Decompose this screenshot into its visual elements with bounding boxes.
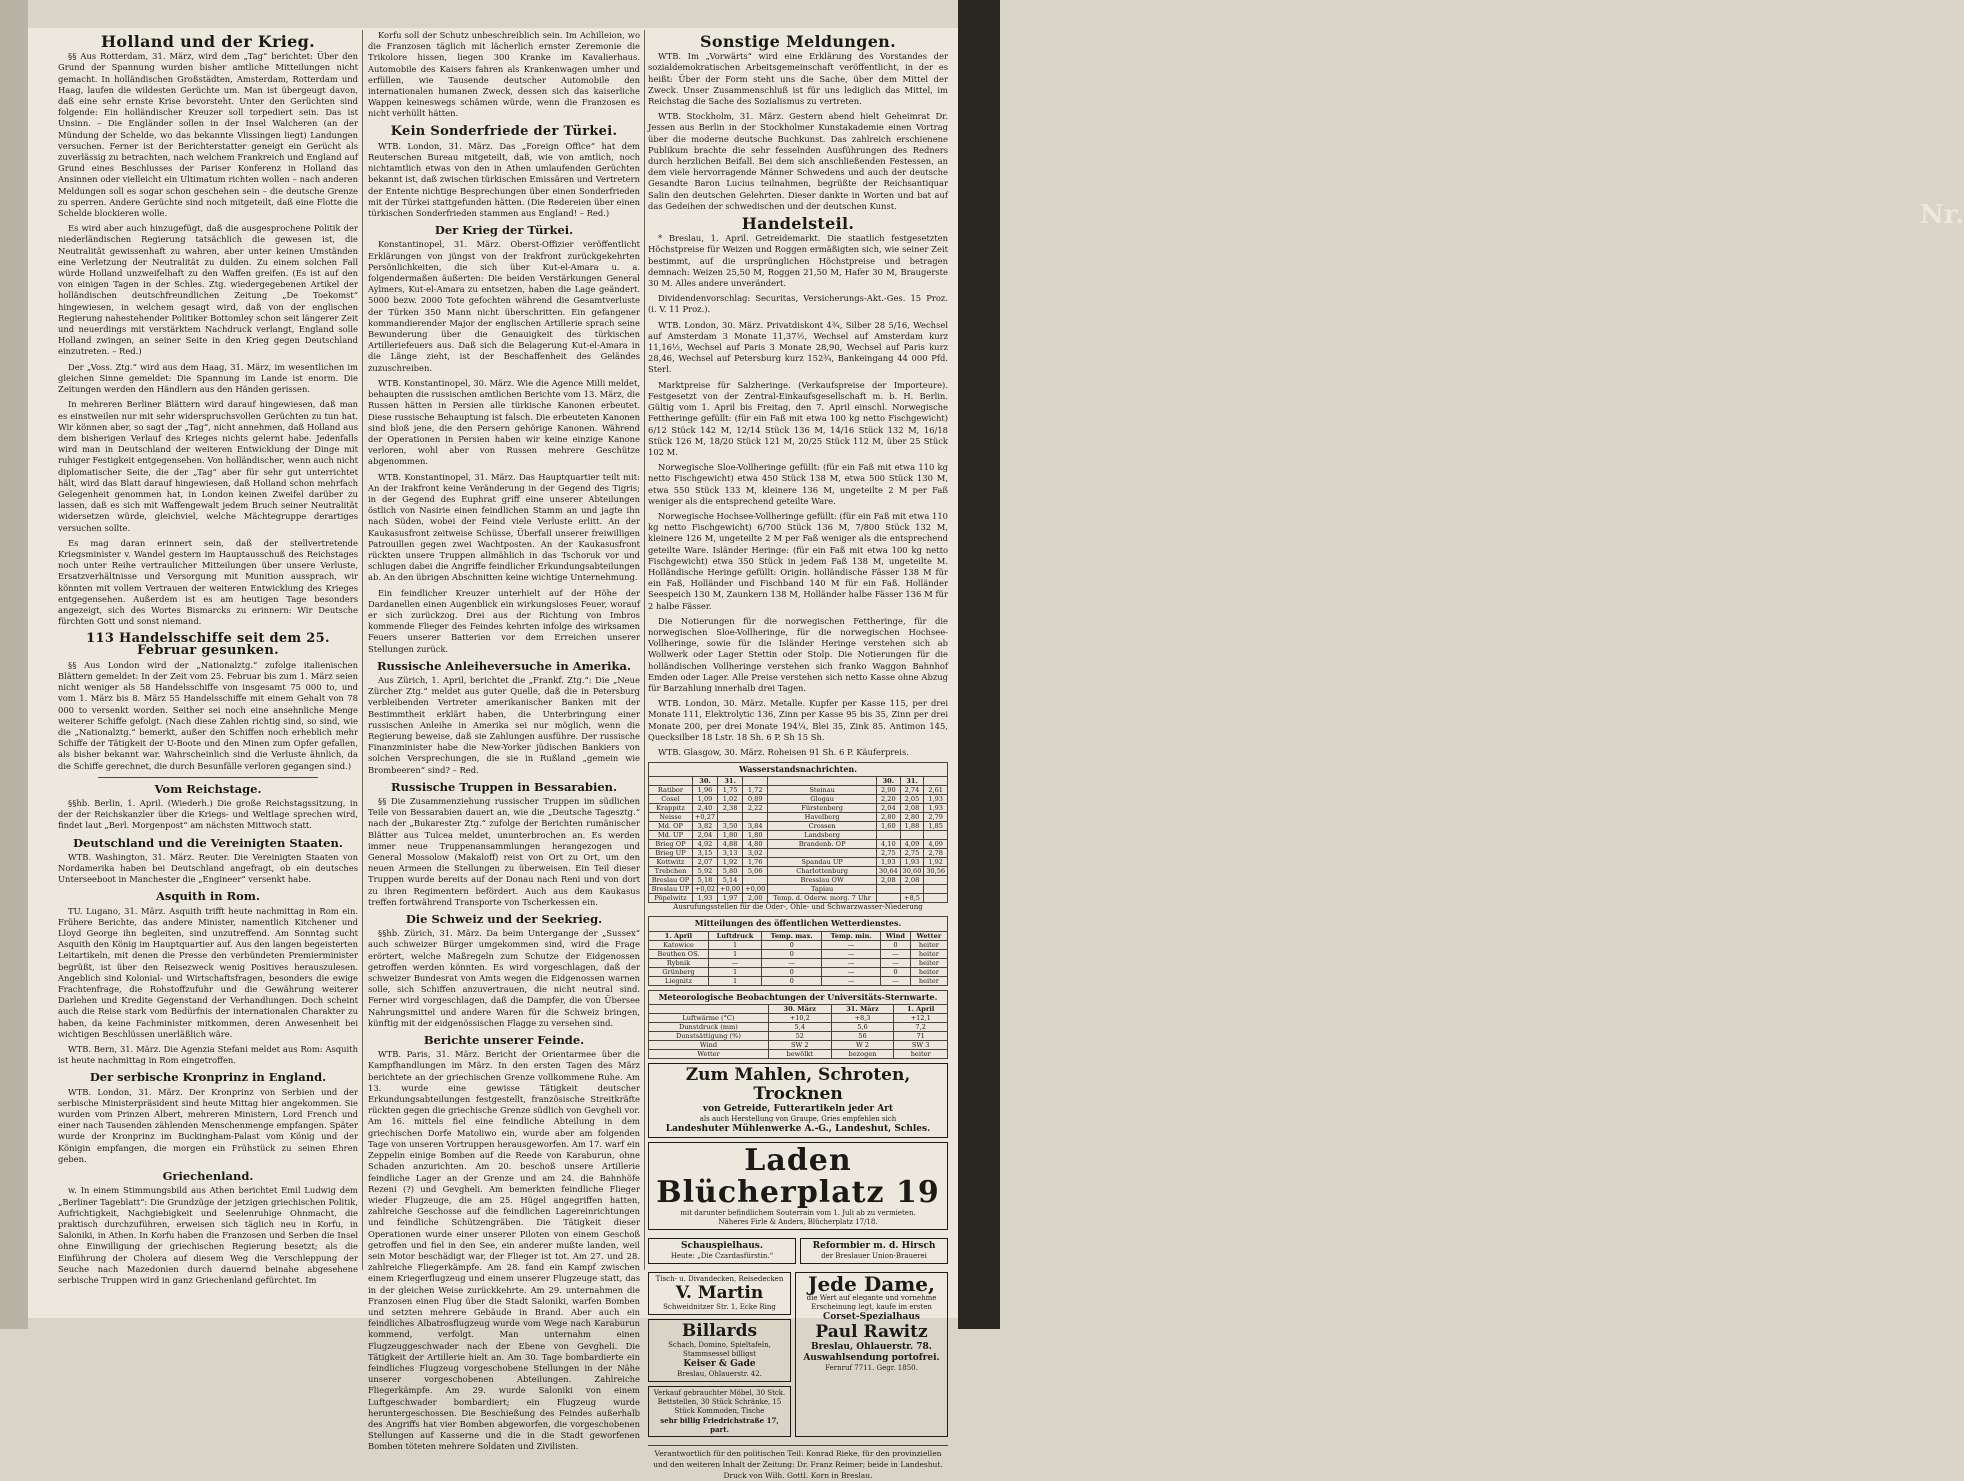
article-paragraph: Es wird aber auch hinzugefügt, daß die ausgesprochene Politik der niederländischen Regierung tatsächlich die gewesen ist, die Neutralität gewissenhaft zu wahren, aber unter keinen Umständen eine Verletzung der Neutralität zu dulden. Zu einem solchen Fall würde Holland unzweifelhaft zu den Waffen greifen. (Es ist auf den von einigen Tagen in der Schles. Ztg. wiedergegebenen Artikel der holländischen deutschfreundlichen Zeitung „De Toekomst“ hingewiesen, in welchem gesagt wird, daß von der englischen Regierung nahestehender Politiker Bottomley schon seit längerer Zeit und neuerdings mit verstärktem Nachdruck verlangt, England solle Holland zwingen, an seiner Seite in den Krieg gegen Deutschland einzutreten. – Red.) bbox=[58, 223, 358, 357]
article-paragraph: WTB. Bern, 31. März. Die Agenzia Stefani meldet aus Rom: Asquith ist heute nachmittag in Rom eingetroffen. bbox=[58, 1044, 358, 1066]
meteo-table-cell: +10,2 bbox=[768, 1013, 831, 1022]
headline-reichstag: Vom Reichstage. bbox=[154, 781, 262, 796]
water-table-cell: 1,96 bbox=[692, 786, 717, 795]
article-paragraph: Korfu soll der Schutz unbeschreiblich sein. Im Achilleion, wo die Franzosen täglich mit lächerlich ernster Zeremonie die Trikolore hissen, liegen 300 Kranke im Kavalierhaus. Automobile des Kaisers fahren als Krankenwagen umher und erfüllen, wie Tausende deutscher Automobile den internationalen humanen Zweck, dessen sich das kaiserliche Wappen keineswegs schämen würde, wenn die Franzosen es nicht verhüllt hätten. bbox=[368, 30, 640, 119]
adjacent-page-heading: Nr. bbox=[1920, 200, 1964, 230]
ad-schauspielhaus bbox=[648, 1238, 796, 1264]
water-note: Ausrufungsstellen für die Oder-, Ohle- und Schwarzwasser-Niederung bbox=[673, 903, 923, 912]
water-table-cell: 1,80 bbox=[718, 831, 743, 840]
water-table-cell: Md. UP bbox=[649, 831, 693, 840]
water-table-cell: 1,72 bbox=[743, 786, 768, 795]
water-table-cell: 1,85 bbox=[924, 822, 948, 831]
water-table-row bbox=[649, 813, 948, 822]
water-table-cell: 1,88 bbox=[900, 822, 924, 831]
weather-table-cell: 0 bbox=[762, 976, 822, 985]
article-paragraph: Der „Voss. Ztg.“ wird aus dem Haag, 31. März, im wesentlichen im gleichen Sinne gemeldet: Die Spannung im Lande ist enorm. Die Zeitungen werden den Händlern aus den Händen gerissen. bbox=[58, 361, 358, 395]
water-table-row bbox=[649, 831, 948, 840]
water-table-cell bbox=[718, 813, 743, 822]
ad-company: Keiser & Gade bbox=[683, 1358, 756, 1369]
meteo-table bbox=[648, 1004, 948, 1059]
water-table-cell: 4,92 bbox=[692, 840, 717, 849]
article-paragraph: TU. Lugano, 31. März. Asquith trifft heute nachmittag in Rom ein. Frühere Berichte, das andere Minister, namentlich Kitchener und Lloyd George ihn begleiten, sind unzutreffend. Am Sonntag sucht Asquith den König im Hauptquartier auf. Aus den langen begeisterten Leitartikeln, mit denen die Presse den verbündeten Premierminister begrüßt, ist über den Reisezweck wenig Positives herauszulesen. Angeblich sind Kolonial- und Wirtschaftsfragen, besonders die ewige Frachtenfrage, die Rohstoffzufuhr und die Gewährung weiterer Darlehen und Kredite Gegenstand der Verhandlungen. Doch scheint auch die Reise stark vom Bedürfnis der internationalen Charakter zu haben, da keine Fachminister mitkommen, deren Anwesenheit bei wichtigen Beschlüssen unerläßlich wäre. bbox=[58, 905, 358, 1039]
meteo-table-cell: Dunstdruck (mm) bbox=[649, 1022, 769, 1031]
ad-text: sehr billig Friedrichstraße 17, part. bbox=[660, 1415, 779, 1434]
column-rule bbox=[644, 30, 645, 1270]
headline-griechenland: Griechenland. bbox=[162, 1169, 254, 1184]
water-table-cell: 5,92 bbox=[692, 867, 717, 876]
article-paragraph: Marktpreise für Salzheringe. (Verkaufspreise der Importeure). Festgesetzt von der Zentral-Einkaufsgesellschaft m. b. H. Berlin. Gültig vom 1. April bis Freitag, den 7. April einschl. Norwegische Fettheringe gefüllt: (für ein Faß mit etwa 100 kg netto Fischgewicht) 6/12 Stück 142 M, 12/14 Stück 136 M, 14/16 Stück 132 M, 16/18 Stück 126 M, 18/20 Stück 121 M, 20/25 Stück 112 M, über 25 Stück 102 M. bbox=[648, 379, 948, 457]
ad-laden-bluecherplatz bbox=[648, 1142, 948, 1230]
water-table-cell bbox=[900, 885, 924, 894]
water-table-cell: Krappitz bbox=[649, 804, 693, 813]
water-table-row bbox=[649, 840, 948, 849]
water-table-cell: +0,27 bbox=[692, 813, 717, 822]
water-table-cell bbox=[877, 894, 901, 903]
water-table-cell: 1,92 bbox=[924, 858, 948, 867]
water-table-header bbox=[924, 777, 948, 786]
ad-text: von Getreide, Futterartikeln jeder Art bbox=[702, 1103, 894, 1114]
ad-text: Tisch- u. Divandecken, Reisedecken bbox=[655, 1274, 784, 1283]
ad-text: Auswahlsendung portofrei. bbox=[803, 1352, 940, 1363]
water-table-cell: 2,07 bbox=[692, 858, 717, 867]
weather-table-cell: 1 bbox=[709, 967, 762, 976]
weather-table-cell: — bbox=[881, 949, 911, 958]
water-table-cell: 4,10 bbox=[877, 840, 901, 849]
water-table-cell: Spandau UP bbox=[768, 858, 877, 867]
headline-sonstige-meldungen: Sonstige Meldungen. bbox=[700, 32, 896, 51]
article-paragraph: WTB. London, 31. März. Der Kronprinz von Serbien und der serbische Ministerpräsident sind heute Mittag hier angekommen. Sie wurden vom Prinzen Albert, mehreren Ministern, Lord French und einer nach Tausenden zählenden Menschenmenge empfangen. Später wurde der Kronprinz im Buckingham-Palast vom König und der Königin empfangen, die morgen ein Frühstück zu seinen Ehren geben. bbox=[58, 1086, 358, 1164]
meteo-table-cell: Wetter bbox=[649, 1049, 769, 1058]
water-table-cell: 3,84 bbox=[743, 822, 768, 831]
weather-table-cell: 0 bbox=[762, 967, 822, 976]
water-table-cell: Md. OP bbox=[649, 822, 693, 831]
water-table-cell: 1,92 bbox=[718, 858, 743, 867]
weather-table-header: Wetter bbox=[910, 931, 947, 940]
water-table-cell: 3,13 bbox=[718, 849, 743, 858]
ad-headline: Laden Blücherplatz 19 bbox=[656, 1142, 940, 1210]
water-table-cell: 3,02 bbox=[743, 849, 768, 858]
ad-text: Näheres Firle & Anders, Blücherplatz 17/18. bbox=[718, 1217, 878, 1226]
ad-row bbox=[648, 1234, 948, 1268]
water-table-cell: 2,80 bbox=[877, 813, 901, 822]
article-paragraph: Die Notierungen für die norwegischen Fettheringe, für die norwegischen Sloe-Vollheringe, für die norwegischen Hochsee-Vollheringe, sowie für die Isländer Heringe verstehen sich ab Wollwerk oder Lager Stettin oder Stolp. Die Notierungen für die holländischen Vollheringe verstehen sich franko Waggon Bahnhof Emden oder Lager. Alle Preise verstehen sich netto Kasse ohne Abzug für Barzahlung innerhalb drei Tagen. bbox=[648, 615, 948, 693]
meteo-table-cell: 56 bbox=[831, 1031, 894, 1040]
ad-landeshuter-muehlenwerke bbox=[648, 1063, 948, 1138]
article-paragraph: WTB. Washington, 31. März. Reuter. Die Vereinigten Staaten von Nordamerika haben bei Deutschland angefragt, ob ein deutsches Unterseeboot in Manchester die „Engineer“ versenkt habe. bbox=[58, 851, 358, 885]
water-table-cell: 2,40 bbox=[692, 804, 717, 813]
weather-table-cell: — bbox=[881, 958, 911, 967]
weather-table-cell: — bbox=[881, 976, 911, 985]
water-table-cell: 1,93 bbox=[692, 894, 717, 903]
weather-table-header: Temp. min. bbox=[822, 931, 881, 940]
weather-table-row bbox=[649, 976, 948, 985]
water-table-row bbox=[649, 894, 948, 903]
water-table-cell: 4,80 bbox=[743, 840, 768, 849]
water-table-cell bbox=[768, 849, 877, 858]
meteo-table-header: 30. März bbox=[768, 1004, 831, 1013]
article-paragraph: Es mag daran erinnert sein, daß der stellvertretende Kriegsminister v. Wandel gestern im Hauptausschuß des Reichstages noch unter Reihe vertraulicher Mitteilungen über unsere Verluste, Ersatzverhältnisse und Versorgung mit Munition aussprach, wir könnten mit vollem Vertrauen der weiteren Entwicklung des Krieges entgegensehen. Außerdem ist es am heutigen Tage besonders angezeigt, sich des Wortes Bismarcks zu erinnern: Wir Deutsche fürchten Gott und sonst niemand. bbox=[58, 537, 358, 627]
meteo-table-cell: 5,4 bbox=[768, 1022, 831, 1031]
water-table-cell: 2,61 bbox=[924, 786, 948, 795]
ad-headline: Zum Mahlen, Schroten, Trocknen bbox=[685, 1064, 911, 1104]
water-table-cell: Breslau UP bbox=[649, 885, 693, 894]
meteo-table-cell: 7,2 bbox=[894, 1022, 948, 1031]
meteo-table-cell: bewölkt bbox=[768, 1049, 831, 1058]
meteo-table-cell: +12,1 bbox=[894, 1013, 948, 1022]
meteo-table-row bbox=[649, 1040, 948, 1049]
water-table-header bbox=[768, 777, 877, 786]
water-table-cell: Ratibor bbox=[649, 786, 693, 795]
ad-text: Heute: „Die Czardasfürstin.“ bbox=[670, 1251, 774, 1260]
water-table-cell: 1,93 bbox=[924, 804, 948, 813]
ad-company: Paul Rawitz bbox=[815, 1321, 928, 1342]
water-table-title: Wasserstandsnachrichten. bbox=[648, 762, 948, 776]
water-table-cell: Brandenb. OP bbox=[768, 840, 877, 849]
article-paragraph: §§ Die Zusammenziehung russischer Truppen im südlichen Teile von Bessarabien dauert an, wie die „Deutsche Tagesztg.“ nach der „Bukarester Ztg.“ zufolge der Berichten rumänischer Blätter aus Tulcea meldet, ununterbrochen an. Es werden immer neue Truppenansammlungen herangezogen und General Mossolow (Makaloff) reist von Ort zu Ort, um den neuen Armeen die Stellungen zu überweisen. Ein Teil dieser Truppen wurde bereits auf der Donau nach Reni und von dort zu ihren Regimentern befördert. Auch aus dem Kaukasus treffen fortwährend Transporte von Tscherkessen ein. bbox=[368, 796, 640, 907]
ad-text: Breslau, Ohlauerstr. 42. bbox=[677, 1369, 762, 1378]
weather-table-header: 1. April bbox=[649, 931, 709, 940]
weather-table-header: Luftdruck bbox=[709, 931, 762, 940]
weather-table-cell: 0 bbox=[762, 949, 822, 958]
water-table-cell bbox=[743, 813, 768, 822]
water-table-cell: 4,09 bbox=[900, 840, 924, 849]
water-table-cell: 2,08 bbox=[900, 804, 924, 813]
water-table-cell: Brieg OP bbox=[649, 840, 693, 849]
headline-vereinigte-staaten: Deutschland und die Vereinigten Staaten. bbox=[73, 835, 343, 850]
ad-headline: Billards bbox=[681, 1320, 758, 1341]
water-level-table bbox=[648, 776, 948, 903]
article-paragraph: WTB. Stockholm, 31. März. Gestern abend hielt Geheimrat Dr. Jessen aus Berlin in der Stockholmer Kunstakademie einen Vortrag über die moderne deutsche Buchkunst. Das zahlreich erschienene Publikum brachte die sehr fesselnden Ausführungen des Redners durch herzlichen Beifall. Bei dem sich anschließenden Festessen, an dem viele hervorragende Männer Schwedens und auch der deutsche Gesandte Baron Lucius teilnahmen, begrüßte der Reichsantiquar Salin den deutschen Gelehrten. Dieser dankte in Worten und bat auf das Gedeihen der schwedischen und der deutschen Kunst. bbox=[648, 111, 948, 211]
article-paragraph: Ein feindlicher Kreuzer unterhielt auf der Höhe der Dardanellen einen Augenblick ein wirkungsloses Feuer, worauf er sich zurückzog. Drei aus der Richtung von Imbros kommende Flieger des Feindes kehrten infolge des wirksamen Feuers unserer Batterien vor dem Erreichen unserer Stellungen zurück. bbox=[368, 587, 640, 654]
headline-krieg-tuerkei: Der Krieg der Türkei. bbox=[434, 223, 574, 238]
left-page-edge bbox=[0, 0, 28, 1329]
water-table-cell: 1,80 bbox=[743, 831, 768, 840]
water-table-cell bbox=[924, 831, 948, 840]
meteo-table-cell: 52 bbox=[768, 1031, 831, 1040]
water-table-cell: +0,00 bbox=[743, 885, 768, 894]
meteo-table-header: 1. April bbox=[894, 1004, 948, 1013]
ad-text: Schach, Domino, Spieltafeln, Stammsessel billigst bbox=[668, 1340, 771, 1358]
meteo-table-header: 31. März bbox=[831, 1004, 894, 1013]
weather-table-cell: Grünberg bbox=[649, 967, 709, 976]
water-table-cell: 2,20 bbox=[877, 795, 901, 804]
article-paragraph: Dividendenvorschlag: Securitas, Versicherungs-Akt.-Ges. 15 Proz. (i. V. 11 Proz.). bbox=[648, 293, 948, 315]
water-table-cell: 30,64 bbox=[877, 867, 901, 876]
water-table-cell: Temp. d. Oderw. morg. 7 Uhr bbox=[768, 894, 877, 903]
meteo-table-row bbox=[649, 1031, 948, 1040]
water-table-row bbox=[649, 876, 948, 885]
ad-headline: Jede Dame, bbox=[807, 1271, 935, 1296]
weather-table-row bbox=[649, 967, 948, 976]
water-table-header: 30. bbox=[877, 777, 901, 786]
article-paragraph: In mehreren Berliner Blättern wird darauf hingewiesen, daß man es einstweilen nur mit sehr widerspruchsvollen Gerüchten zu tun hat. Wir können aber, so sagt der „Tag“, nicht annehmen, daß Holland aus dem bisherigen Verlauf des Krieges nichts gelernt habe. Jedenfalls wird man in Deutschland der weiteren Entwicklung der Dinge mit ruhiger Festigkeit entgegensehen. Von holländischer, wenn auch nicht diplomatischer Seite, die der „Tag“ aber für sehr gut unterrichtet hält, wird das Blatt darauf hingewiesen, daß Holland schon mehrfach Gelegenheit genommen hat, in London keinen Zweifel darüber zu lassen, daß es sich mit Waffengewalt jedem Bruch seiner Neutralität widersetzen würde, gleichviel, welche Mächtegruppe derartiges versuchen sollte. bbox=[58, 399, 358, 533]
weather-table-cell: — bbox=[822, 967, 881, 976]
water-table-cell: 2,04 bbox=[877, 804, 901, 813]
weather-table-cell: — bbox=[822, 949, 881, 958]
headline-bessarabien: Russische Truppen in Bessarabien. bbox=[390, 779, 618, 794]
headline-handelsteil: Handelsteil. bbox=[741, 214, 855, 234]
headline-handelsschiffe: 113 Handelsschiffe seit dem 25. Februar gesunken. bbox=[86, 631, 330, 658]
meteo-table-cell: bezogen bbox=[831, 1049, 894, 1058]
water-table-header bbox=[649, 777, 693, 786]
article-paragraph: WTB. London, 30. März. Metalle. Kupfer per Kasse 115, per drei Monate 111, Elektrolytic 136, Zinn per Kasse 95 bis 35, Zinn per drei Monate 200, per drei Monate 194¼, Blei 35, Zink 85. Antimon 145, Quecksilber 18 Lstr. 18 Sh. 6 P. Sh 15 Sh. bbox=[648, 698, 948, 742]
weather-table-cell: heiter bbox=[910, 958, 947, 967]
water-table-row bbox=[649, 822, 948, 831]
headline-anleiheversuche: Russische Anleiheversuche in Amerika. bbox=[377, 658, 631, 673]
article-paragraph: WTB. Paris, 31. März. Bericht der Orientarmee über die Kampfhandlungen im März. In den ersten Tagen des März berichtete an der griechischen Grenze vollkommene Ruhe. Am 13. wurde eine gewisse Tätigkeit deutscher Erkundungsabteilungen festgestellt, französische Streitkräfte rückten gegen die griechische Grenze südlich von Gevgheli vor. Am 16. mittels fiel eine feindliche Abteilung in dem griechischen Dorfe Matoliwo ein, wurde aber am folgenden Tage von unseren Vortruppen herausgeworfen. Am 17. warf ein Zeppelin einige Bomben auf die Reede von Karaburun, ohne Schaden anzurichten. Am 20. beschoß unsere Artillerie feindliche Lager an der Grenze und am 24. die Bahnhöfe Rezeni (?) und Gevgheli. Am bemerkten feindliche Flieger wieder Flugzeuge, die am 25. Hügel angegriffen hatten, zahlreiche Geschosse auf die feindlichen Lagereinrichtungen und feindliche Schützengräben. Die Tätigkeit dieser Operationen wurde einer unserer Piloten von einem Geschoß getroffen und fiel in den See, ein anderer mußte landen, weil sein Motor beschädigt war, der Flieger ist tot. Am 27. und 28. zahlreiche Fliegerkämpfe. Am 28. fand ein Kampf zwischen einem Kriegerflugzeug und einem unserer Flugzeuge statt, das in der gleichen Weise zurückkehrte. Am 29. unternahmen die Franzosen einen Flug über die Stadt Saloniki, warfen Bomben und setzten mehrere Gebäude in Brand. Aber auch ein feindliches Albatrosflugzeug wurde vom Wege nach Karaburun kommend, verfolgt. Man unternahm einen Flugzeuggeschwader nach der Ebene von Gevgheli. Die Tätigkeit der Artillerie hielt an. Am 30. Tage bombardierte ein feindliches Flugzeug vorgeschobene Stellungen in der Nähe unserer vorgeschobenen Abteilungen. Zahlreiche Fliegerkämpfe. Am 29. wurde Saloniki von einem Luftgeschwader bombardiert; ein Flugzeug wurde heruntergeschossen. Die Beschießung des Feindes außerhalb des Angriffs hat vier Bomben abgeworfen, die vorgeschobenen Stellungen auf Kasserne und die in die Stadt geworfenen Bomben töteten mehrere Soldaten und Zivilisten. bbox=[368, 1049, 640, 1452]
article-paragraph: Konstantinopel, 31. März. Oberst-Offizier veröffentlicht Erklärungen von jüngst von der Irakfront zurückgekehrten Persönlichkeiten, die sich über Kut-el-Amara u. a. folgendermaßen äußerten: Die beiden Verstärkungen General Aylmers, Kut-el-Amara zu entsetzen, haben die Lage geändert. 5000 bezw. 2000 Tote gefochten während die Gesamtverluste der Türken 350 Mann nicht überschritten. Ein gefangener kommandierender Major der englischen Artillerie sprach seine Bewunderung über die Genauigkeit des türkischen Artilleriefeuers aus. Daß sich die Belagerung Kut-el-Amara in die Länge zieht, ist der Beschaffenheit des Geländes zuzuschreiben. bbox=[368, 239, 640, 373]
water-table-cell: 1,93 bbox=[924, 795, 948, 804]
water-table-cell: 2,00 bbox=[743, 894, 768, 903]
ad-text: der Breslauer Union-Brauerei bbox=[821, 1251, 927, 1260]
weather-table-cell: — bbox=[762, 958, 822, 967]
water-table-cell: 2,75 bbox=[900, 849, 924, 858]
ad-text: Schweidnitzer Str. 1, Ecke Ring bbox=[663, 1302, 776, 1311]
meteo-table-cell: 5,6 bbox=[831, 1022, 894, 1031]
ad-text: als auch Herstellung von Graupe, Gries empfehlen sich bbox=[699, 1114, 897, 1123]
ad-headline: Reformbier m. d. Hirsch bbox=[812, 1240, 936, 1251]
article-paragraph: §§ Aus London wird der „Nationalztg.“ zufolge italienischen Blättern gemeldet: In der Zeit vom 25. Februar bis zum 1. März seien nicht weniger als 58 Handelsschiffe von insgesamt 75 000 to, und vom 1. März bis 8. März 55 Handelsschiffe mit einem Gehalt von 78 000 to versenkt worden. Seither sei noch eine ansehnliche Menge weiterer Schiffe gefolgt. (Nach diese Zahlen richtig sind, so sind, wie die „Nationalztg.“ bemerkt, außer den Schiffen noch erheblich mehr Schiffe der Tätigkeit der U-Boote und den Minen zum Opfer gefallen, als bisher bekannt war. Wahrscheinlich sind die Verluste ähnlich, da die Schiffe gerechnet, die durch Besunfälle verloren gegangen sind.) bbox=[58, 659, 358, 771]
water-table-cell: 1,75 bbox=[718, 786, 743, 795]
meteo-table-cell: SW 3 bbox=[894, 1040, 948, 1049]
water-table-cell: 1,02 bbox=[718, 795, 743, 804]
ad-address: Breslau, Ohlauerstr. 78. bbox=[811, 1341, 932, 1352]
ad-billards bbox=[648, 1319, 791, 1382]
weather-table bbox=[648, 931, 948, 986]
water-table-row bbox=[649, 786, 948, 795]
water-table-cell: 2,78 bbox=[924, 849, 948, 858]
ad-company: V. Martin bbox=[675, 1282, 764, 1303]
imprint: Verantwortlich für den politischen Teil: Konrad Rieke, für den provinziellen und den weiteren Inhalt der Zeitung: Dr. Franz Reimer; beide in Landeshut. Druck von Wilh. Gottl. Korn in Breslau. bbox=[648, 1445, 948, 1481]
meteo-table-cell: heiter bbox=[894, 1049, 948, 1058]
water-table-row bbox=[649, 795, 948, 804]
water-table-cell: Steinau bbox=[768, 786, 877, 795]
meteo-table-cell: SW 2 bbox=[768, 1040, 831, 1049]
water-table-cell: 1,97 bbox=[718, 894, 743, 903]
water-table-cell: +0,00 bbox=[718, 885, 743, 894]
weather-table-cell: heiter bbox=[910, 976, 947, 985]
weather-table-cell: — bbox=[822, 940, 881, 949]
ad-row bbox=[648, 1268, 948, 1441]
water-table-cell: 30,60 bbox=[900, 867, 924, 876]
article-paragraph: Aus Zürich, 1. April, berichtet die „Frankf. Ztg.“: Die „Neue Zürcher Ztg.“ meldet aus guter Quelle, daß die in Petersburg verbleibenden Vertreter amerikanischer Banken mit der Bestimmtheit erklärt haben, die Unterbringung einer russischen Anleihe in Amerika sei nur möglich, wenn die Regierung beweise, daß sie Zahlungen ausführe. Der russische Finanzminister habe die New-Yorker jüdischen Bankiers von solchen Versprechungen, die sie in Rußland „gemein wie Brombeeren“ sind? – Red. bbox=[368, 674, 640, 775]
article-paragraph: Norwegische Hochsee-Vollheringe gefüllt: (für ein Faß mit etwa 110 kg netto Fischgewicht) 6/700 Stück 136 M, 7/800 Stück 132 M, kleinere 126 M, ungeteilte 2 M per Faß weniger als die entsprechend geteilte Ware. Isländer Heringe: (für ein Faß mit etwa 100 kg netto Fischgewicht) etwa 350 Stück in jedem Faß 138 M, ungeteilte M. Holländische Heringe gefüllt: Origin. holländische Fässer 138 M für ein Faß, Holländer und Fischband 140 M für ein Faß. Holländer Seespeich 130 M, Zaunkern 138 M, Holländer halbe Fässer 136 M für 2 halbe Fässer. bbox=[648, 510, 948, 611]
water-table-cell: 2,79 bbox=[924, 813, 948, 822]
weather-table-cell: heiter bbox=[910, 949, 947, 958]
ad-moebel bbox=[648, 1386, 791, 1437]
water-table-cell: Pöpelwitz bbox=[649, 894, 693, 903]
ad-v-martin bbox=[648, 1272, 791, 1315]
water-table-row bbox=[649, 867, 948, 876]
water-table-cell: 1,09 bbox=[692, 795, 717, 804]
water-table-cell: Brieg UP bbox=[649, 849, 693, 858]
weather-table-cell: Beuthen OS. bbox=[649, 949, 709, 958]
water-table-header: 31. bbox=[900, 777, 924, 786]
water-table-cell bbox=[877, 831, 901, 840]
weather-table-cell: Liegnitz bbox=[649, 976, 709, 985]
weather-table-cell: — bbox=[822, 958, 881, 967]
meteo-table-cell: W 2 bbox=[831, 1040, 894, 1049]
weather-table-cell: 0 bbox=[881, 940, 911, 949]
article-paragraph: WTB. London, 31. März. Das „Foreign Office“ hat dem Reuterschen Bureau mitgeteilt, daß, wie von amtlich, noch nichtamtlich etwas von den in Athen umlaufenden Gerüchten bekannt ist, daß zwischen türkischen Emissären und Vertretern der Entente nichtige Besprechungen über einen Sonderfrieden mit der Türkei stattgefunden hätten. (Die Redereien über einen türkischen Sonderfrieden stammen aus England! – Red.) bbox=[368, 140, 640, 219]
article-paragraph: WTB. Glasgow, 30. März. Roheisen 91 Sh. 6 P. Käuferpreis. bbox=[658, 746, 909, 757]
water-table-cell: Neisse bbox=[649, 813, 693, 822]
column-1 bbox=[58, 30, 358, 1285]
water-table-cell: Kottwitz bbox=[649, 858, 693, 867]
article-paragraph: §§hb. Berlin, 1. April. (Wiederh.) Die große Reichstagssitzung, in der der Reichskanzler über die Kriegs- und Weltlage sprechen wird, findet laut „Berl. Morgenpost“ am nächsten Mittwoch statt. bbox=[58, 798, 358, 831]
water-table-cell: Fürstenberg bbox=[768, 804, 877, 813]
water-table-cell: 30,56 bbox=[924, 867, 948, 876]
weather-table-row bbox=[649, 949, 948, 958]
divider bbox=[98, 777, 318, 778]
water-table-row bbox=[649, 885, 948, 894]
meteo-table-cell: Wind bbox=[649, 1040, 769, 1049]
headline-serbischer-kronprinz: Der serbische Kronprinz in England. bbox=[89, 1070, 327, 1085]
water-table-cell: Landsberg bbox=[768, 831, 877, 840]
right-page-edge bbox=[958, 0, 1964, 1329]
weather-table-row bbox=[649, 958, 948, 967]
water-table-cell bbox=[924, 876, 948, 885]
headline-sonderfriede: Kein Sonderfriede der Türkei. bbox=[390, 123, 618, 139]
water-table-cell: Cosel bbox=[649, 795, 693, 804]
article-paragraph: WTB. Konstantinopel, 31. März. Das Hauptquartier teilt mit: An der Irakfront keine Veränderung in der Gegend des Tigris; in der Gegend des Euphrat griff eine unserer Abteilungen östlich von Nasirie einen feindlichen Stamm an und jagte ihn nach Süden, wobei der Feind viele Verluste erlitt. An der Kaukasusfront zeitweise Schüsse, Überfall unserer freiwilligen Patrouillen gegen zwei Wachtposten. An der Kaukasusfront rückten unsere Truppen allmählich in das Tschoruk vor und schlugen dabei die Angriffe feindlicher Erkundungsabteilungen ab. An den übrigen Abschnitten keine wichtige Unternehmung. bbox=[368, 471, 640, 583]
water-table-cell: Trebchen bbox=[649, 867, 693, 876]
weather-table-cell: Katowice bbox=[649, 940, 709, 949]
water-table-cell: 2,38 bbox=[718, 804, 743, 813]
weather-table-header: Wind bbox=[881, 931, 911, 940]
weather-table-cell: 0 bbox=[881, 967, 911, 976]
ad-text: Fernruf 7711. Gegr. 1850. bbox=[825, 1363, 918, 1372]
water-table-cell: 3,50 bbox=[718, 822, 743, 831]
water-table-cell: 1,93 bbox=[900, 858, 924, 867]
water-table-cell: Breslau OP bbox=[649, 876, 693, 885]
meteo-table-header bbox=[649, 1004, 769, 1013]
article-paragraph: WTB. London, 30. März. Privatdiskont 4¾, Silber 28 5/16, Wechsel auf Amsterdam 3 Monate 11,37½, Wechsel auf Amsterdam kurz 11,16½, Wechsel auf Paris 3 Monate 28,90, Wechsel auf Paris kurz 28,46, Wechsel auf Petersburg kurz 152¾, Bankeingang 44 000 Pfd. Sterl. bbox=[648, 319, 948, 375]
water-table-cell: Charlottenburg bbox=[768, 867, 877, 876]
meteo-table-row bbox=[649, 1049, 948, 1058]
water-table-cell: 1,76 bbox=[743, 858, 768, 867]
weather-table-title: Mitteilungen des öffentlichen Wetterdienstes. bbox=[648, 916, 948, 930]
water-table-cell bbox=[900, 831, 924, 840]
column-rule bbox=[362, 30, 363, 1270]
weather-table-cell: 1 bbox=[709, 976, 762, 985]
water-table-cell: +0,02 bbox=[692, 885, 717, 894]
ad-text: mit darunter befindlichem Souterrain vom 1. Juli ab zu vermieten. bbox=[680, 1208, 916, 1217]
water-table-cell: 4,09 bbox=[924, 840, 948, 849]
weather-table-cell: — bbox=[709, 958, 762, 967]
ad-company: Landeshuter Mühlenwerke A.-G., Landeshut, Schles. bbox=[665, 1123, 931, 1134]
water-table-cell bbox=[924, 885, 948, 894]
water-table-cell: Bresslau OW bbox=[768, 876, 877, 885]
water-table-row bbox=[649, 849, 948, 858]
water-table-cell: 2,08 bbox=[900, 876, 924, 885]
weather-table-cell: heiter bbox=[910, 967, 947, 976]
water-table-cell: 5,14 bbox=[718, 876, 743, 885]
water-table-cell: 2,22 bbox=[743, 804, 768, 813]
weather-table-header: Temp. max. bbox=[762, 931, 822, 940]
water-table-cell: 2,75 bbox=[877, 849, 901, 858]
weather-table-cell: Rybnik bbox=[649, 958, 709, 967]
water-table-cell: 1,60 bbox=[877, 822, 901, 831]
ad-headline: Schauspielhaus. bbox=[681, 1240, 763, 1251]
weather-table-cell: heiter bbox=[910, 940, 947, 949]
water-table-cell: Havelberg bbox=[768, 813, 877, 822]
ad-paul-rawitz bbox=[795, 1272, 948, 1437]
article-paragraph: §§hb. Zürich, 31. März. Da beim Untergange der „Sussex“ auch schweizer Bürger umgekommen sind, wird die Frage erörtert, welche Maßregeln zum Schutze der Eidgenossen getroffen werden könnten. Es wird vorgeschlagen, daß der schweizer Bundesrat von Amts wegen die Eidgenossen warnen solle, sich Schiffen anzuvertrauen, die nicht neutral sind. Ferner wird vorgeschlagen, daß die Dampfer, die von Übersee Nahrungsmittel und andere Waren für die Schweiz bringen, künftig mit der eidgenössischen Flagge zu versehen sind. bbox=[368, 928, 640, 1028]
weather-table-cell: 1 bbox=[709, 949, 762, 958]
ad-reformbier bbox=[800, 1238, 948, 1264]
water-table-header bbox=[743, 777, 768, 786]
headline-berichte-feinde: Berichte unserer Feinde. bbox=[423, 1033, 585, 1048]
article-paragraph: WTB. Im „Vorwärts“ wird eine Erklärung des Vorstandes der sozialdemokratischen Arbeitsgemeinschaft veröffentlicht, in der es heißt: Über der Form steht uns die Sache, über dem Mittel der Zweck. Unser Zusammenschluß ist für uns lediglich das Mittel, im Reichstag die Sache des Sozialismus zu vertreten. bbox=[648, 51, 948, 107]
article-paragraph: §§ Aus Rotterdam, 31. März, wird dem „Tag“ berichtet: Über den Grund der Spannung wurden bisher amtliche Mitteilungen nicht gemacht. In holländischen Großstädten, Amsterdam, Rotterdam und Haag, laufen die wildesten Gerüchte um. Man ist übergeugt davon, daß eine sehr ernste Krise bevorsteht. Unter den Gerüchten sind folgende: Ein holländischer Kreuzer soll torpediert sein. Das ist Unsinn. – Die Engländer sollen in der Insel Walcheren (an der Mündung der Schelde, wo das bekannte Vlissingen liegt) Landungen versuchen. Ferner ist der Berichterstatter geneigt ein Gerücht als zuverlässig zu betrachten, nach welchem Frankreich und England auf Grund eines Beschlusses der Pariser Konferenz in Holland das Ansinnen oder vielleicht ein Ultimatum richten wollen – nach anderen Meldungen soll es sogar schon geschehen sein – die deutsche Grenze zu sperren. Andere Gerüchte sind noch mitgeteilt, daß eine Flotte die Schelde blockieren wolle. bbox=[58, 51, 358, 219]
water-table-cell: +8,5 bbox=[900, 894, 924, 903]
water-table-header: 31. bbox=[718, 777, 743, 786]
water-table-cell: 2,90 bbox=[877, 786, 901, 795]
water-table-cell: 2,08 bbox=[877, 876, 901, 885]
water-table-cell: 2,74 bbox=[900, 786, 924, 795]
water-table-row bbox=[649, 804, 948, 813]
water-table-cell: 5,80 bbox=[718, 867, 743, 876]
water-table-cell: 3,15 bbox=[692, 849, 717, 858]
water-table-header: 30. bbox=[692, 777, 717, 786]
article-paragraph: * Breslau, 1. April. Getreidemarkt. Die staatlich festgesetzten Höchstpreise für Weizen und Roggen ermäßigten sich, wie seiner Zeit bestimmt, auf die ursprünglichen Höchstpreise und betragen demnach: Weizen 25,50 M, Roggen 21,50 M, Hafer 30 M, Braugerste 30 M. Alles andere unverändert. bbox=[648, 233, 948, 289]
water-table-cell: 4,88 bbox=[718, 840, 743, 849]
water-table-cell: 2,04 bbox=[692, 831, 717, 840]
meteo-table-cell: 71 bbox=[894, 1031, 948, 1040]
water-table-cell: Tapiau bbox=[768, 885, 877, 894]
ad-text: Corset-Spezialhaus bbox=[823, 1311, 920, 1322]
article-paragraph: Norwegische Sloe-Vollheringe gefüllt: (für ein Faß mit etwa 110 kg netto Fischgewicht) etwa 450 Stück 138 M, etwa 500 Stück 130 M, etwa 550 Stück 133 M, kleinere 136 M, ungeteilte 2 M per Faß weniger als die entsprechend geteilte Ware. bbox=[648, 462, 948, 506]
headline-asquith: Asquith in Rom. bbox=[156, 889, 260, 904]
water-table-cell: 1,93 bbox=[877, 858, 901, 867]
column-3 bbox=[648, 30, 948, 1481]
water-table-cell: 3,82 bbox=[692, 822, 717, 831]
headline-schweiz-seekrieg: Die Schweiz und der Seekrieg. bbox=[405, 912, 603, 927]
meteo-table-title: Meteorologische Beobachtungen der Universitäts-Sternwarte. bbox=[648, 990, 948, 1004]
water-table-cell: Glogau bbox=[768, 795, 877, 804]
weather-table-cell: 1 bbox=[709, 940, 762, 949]
meteo-table-cell: Luftwärme (°C) bbox=[649, 1013, 769, 1022]
meteo-table-cell: +8,3 bbox=[831, 1013, 894, 1022]
meteo-table-row bbox=[649, 1013, 948, 1022]
headline-holland: Holland und der Krieg. bbox=[100, 32, 316, 51]
weather-table-cell: 0 bbox=[762, 940, 822, 949]
column-2 bbox=[368, 30, 640, 1452]
water-table-cell: 5,06 bbox=[743, 867, 768, 876]
meteo-table-cell: Dunstsättigung (%) bbox=[649, 1031, 769, 1040]
water-table-cell: 2,05 bbox=[900, 795, 924, 804]
weather-table-cell: — bbox=[822, 976, 881, 985]
water-table-cell bbox=[877, 885, 901, 894]
water-table-cell: 5,18 bbox=[692, 876, 717, 885]
article-paragraph: w. In einem Stimmungsbild aus Athen berichtet Emil Ludwig dem „Berliner Tageblatt“: Die Grundzüge der jetzigen griechischen Politik, Aufrichtigkeit, Nachgiebigkeit und Seelenruhige Ohnmacht, die praktisch durchzuführen, erweisen sich täglich neu in Korfu, in Saloniki, in Athen. In Korfu haben die Franzosen und Serben die Insel ohne Einwilligung der griechischen Regierung besetzt; als die Einführung der Cholera auf diesem Weg die Verschleppung der Seuche nach Mazedonien durch dauernd beinahe abgesehene serbische Truppen wird in ganz Griechenland gefürchtet. Im bbox=[58, 1185, 358, 1285]
water-table-row bbox=[649, 858, 948, 867]
ad-text: die Wert auf elegante und vornehme Erscheinung legt, kaufe im ersten bbox=[806, 1293, 937, 1311]
water-table-cell bbox=[924, 894, 948, 903]
ad-text: Verkauf gebrauchter Möbel, 30 Stck. Bettstellen, 30 Stück Schränke, 15 Stück Kommoden, Tische bbox=[653, 1388, 786, 1415]
water-table-cell: Crossen bbox=[768, 822, 877, 831]
water-table-cell: 0,89 bbox=[743, 795, 768, 804]
water-table-cell: 2,80 bbox=[900, 813, 924, 822]
weather-table-row bbox=[649, 940, 948, 949]
meteo-table-row bbox=[649, 1022, 948, 1031]
water-table-cell bbox=[743, 876, 768, 885]
article-paragraph: WTB. Konstantinopel, 30. März. Wie die Agence Milli meldet, behaupten die russischen amtlichen Berichte vom 13. März, die Russen hätten in Persien alle türkische Kanonen erbeutet. Diese russische Behauptung ist falsch. Die erbeuteten Kanonen sind bloß jene, die den Persern gehörige Kanonen. Während der Operationen in Persien haben wir keine einzige Kanone verloren, wohl aber von Russen mehrere Geschütze abgenommen. bbox=[368, 377, 640, 467]
